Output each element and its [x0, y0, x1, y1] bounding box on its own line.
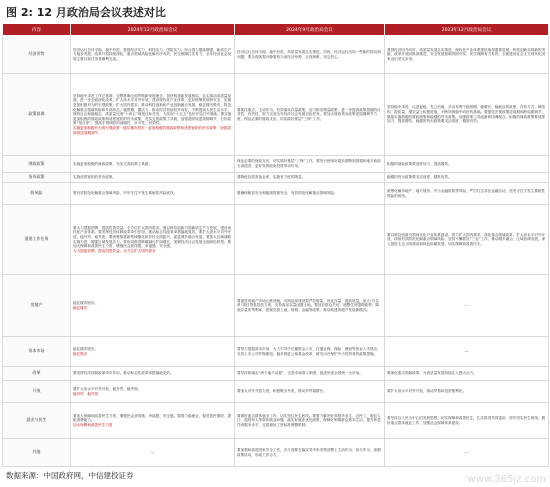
table-row [3, 337, 549, 367]
cell-text: 要降低存款准备金率，实施有力度的降息。 [237, 175, 306, 180]
cell-2023-dec [385, 403, 549, 439]
highlight-text: 稳外贸、稳外资 [73, 391, 99, 396]
cell-2023-dec [385, 74, 549, 156]
table-row [3, 439, 549, 467]
cell-text: — [150, 450, 155, 455]
cell-2024-sep [235, 337, 385, 367]
cell-2024-sep [235, 74, 385, 156]
header-content: 内容 [3, 24, 71, 36]
table-header-row [3, 24, 549, 36]
cell-text: 要抓住重点、主动作为，有效落实存量政策，加力推出增量政策，进一步提高政策措施的针对性、有效性，努力完成全年经济社会发展目标任务。要加大财政货币政策逆周期调节力度，保证必要的财政支出，切实做好基层“三保”工作。 [237, 107, 381, 121]
highlight-text: 稳住楼市 [73, 305, 88, 310]
figure-title: 图 2: 12 月政治局会议表述对比 [6, 6, 166, 19]
row-category: 经济形势 [3, 36, 71, 74]
row-category: 资本市场 [3, 337, 71, 367]
highlight-text: 加大保障和改善民生力度 [73, 422, 113, 427]
cell-2024-sep [235, 205, 385, 275]
cell-2023-dec [385, 173, 549, 183]
cell-text: — [464, 349, 469, 354]
table-row [3, 74, 549, 156]
cell-2023-dec [385, 439, 549, 467]
cell-text: 我国经济回升向好，高质量发展扎实推进，现代化产业体系建设取得重要进展，科技创新实现新的突破，改革开放向纵深推进，安全发展基础巩固夯实，民生保障有力有效，全面建设社会主义现代化国家迈出坚实步伐。 [387, 47, 546, 61]
row-category: 防风险 [3, 183, 71, 205]
table-row [3, 381, 549, 403]
cell-2023-dec [385, 36, 549, 74]
table-row [3, 275, 549, 337]
cell-2023-dec [385, 337, 549, 367]
cell-text: 要确保粮食安全和能源资源安全，有效防范化解重点领域风险。 [237, 191, 338, 196]
cell-text: 经济运行总体平稳、稳中有进，高质量发展扎实推进。同时，经济运行出现一些新的情况和问题，要全面客观冷静看待当前经济形势，正视困难、坚定信心。 [237, 49, 381, 59]
row-category: 其他 [3, 439, 71, 467]
cell-text: 要发挥经济体制改革牵引作用，推动标志性改革举措落地见效。 [73, 371, 174, 376]
row-category: 财政政策 [3, 156, 71, 173]
table-row [3, 183, 549, 205]
cell-2024-sep [235, 36, 385, 74]
cell-text: 稳住楼市股市。 [73, 300, 99, 305]
cell-2023-dec [385, 156, 549, 173]
highlight-text: 实施更加积极有为的宏观政策 · 稳住楼市股市 · 更加积极的财政政策和适度宽松的货币政策 · 加强超常规逆周期调节 [73, 125, 231, 135]
cell-2024-dec [71, 36, 235, 74]
cell-text: 要深化重点领域改革，为高质量发展持续注入强大动力。 [387, 371, 477, 376]
cell-2024-sep [235, 381, 385, 403]
cell-text: 要大力提振消费、提高投资效益，全方位扩大国内需求。要以科技创新引领新质生产力发展，建设现代化产业体系。要发挥经济体制改革牵引作用，推动标志性改革举措落地见效。要扩大高水平对外开放，稳外贸、稳外资。要统筹推进新型城镇化和乡村全面振兴，促进城乡融合发展。要加大区域战略实施力度，增强区域发展活力。要协同推进降碳减污扩绿增长，加紧经济社会发展全面绿色转型。要加大保障和改善民生力度，增强民众获得感、幸福感、安全感。 [73, 225, 232, 249]
cell-text: 要坚持和落实“两个毫不动摇”，完善市场准入制度，促进形成全国统一大市场。 [237, 371, 363, 376]
highlight-text: 大力提振消费、提高投资效益，全方位扩大国内需求 [73, 248, 156, 253]
cell-2024-dec [71, 381, 235, 403]
cell-2024-dec [71, 74, 235, 156]
cell-text: 要坚持以人民为中心的发展思想，切实保障和改善民生，扎实推进共同富裕，兜牢兜实民生底线，做好重点群体就业工作，加强社会保障体系建设。 [387, 415, 546, 425]
row-category: 改革 [3, 367, 71, 381]
cell-2024-dec [71, 173, 235, 183]
table-row [3, 156, 549, 173]
cell-text: 稳健的货币政策要灵活适度、精准有效。 [387, 175, 452, 180]
cell-text: 实施更加积极的财政政策，充实完善政策工具箱。 [73, 161, 153, 166]
watermark: www.365jz.com [467, 474, 546, 485]
cell-2024-sep [235, 173, 385, 183]
cell-2024-sep [235, 275, 385, 337]
row-category: 政策基调 [3, 74, 71, 156]
cell-2024-sep [235, 403, 385, 439]
cell-text: 要加大保障和改善民生力度，增强民众获得感、幸福感、安全感。要着力稳就业，促进居民增收，提振消费能力。 [73, 413, 232, 423]
cell-2024-dec [71, 403, 235, 439]
cell-text: — [464, 450, 469, 455]
cell-2023-dec [385, 275, 549, 337]
cell-2023-dec [385, 381, 549, 403]
cell-2023-dec [385, 205, 549, 275]
cell-text: 要做好重点群体就业工作，切实兜住民生底线。要着力解决好高校毕业生、农民工、脱贫人口、退役军人等群体就业问题，落实好就业优先政策，保障好困难群众基本生活，提升养老托育服务水平，完善最低工资标准调整机制。 [237, 413, 381, 427]
cell-text: 要加大对外开放力度，积极吸引外资，推动外贸稳增长。 [237, 389, 327, 394]
cell-text: 保证必要的财政支出，切实做好基层“三保”工作。要发行使用好超长期特别国债和地方政府专项债券，更好发挥政府投资带动作用。 [237, 159, 381, 168]
cell-text: 要努力提振资本市场，大力引导中长期资金入市，打通社保、保险、理财等资金入市堵点，支持上市公司并购重组，稳步推进公募基金改革，研究出台保护中小投资者的政策措施。 [237, 346, 381, 356]
cell-2024-dec [71, 367, 235, 381]
header-2024-sep: 2024年9月政治局会议 [235, 24, 385, 36]
cell-text: 实施适度宽松的货币政策。 [73, 175, 117, 180]
row-category: 货币政策 [3, 173, 71, 183]
cell-2024-sep [235, 156, 385, 173]
cell-2024-dec [71, 156, 235, 173]
cell-2024-dec [71, 439, 235, 467]
cell-text: 坚持稳中求进、以进促稳、先立后破，多出有利于稳预期、稳增长、稳就业的政策，在转方式、调结构、提质量、增效益上积极进取，不断巩固稳中向好的基础。要强化宏观政策逆周期和跨周期调节，继续实施积极的财政政策和稳健的货币政策，加强政策工具创新和协调配合。积极的财政政策要适度加力、提质增效，稳健的货币政策要灵活适度、精准有效。 [387, 105, 546, 124]
cell-text: 要促进房地产市场止跌回稳，对商品房建设要严控增量、优化存量、提高质量，加大“白名单”项目贷款投放力度，支持盘活存量闲置土地。要回应群众关切，调整住房限购政策，降低存量房贷利率，抓紧完善土地、财税、金融等政策，推动构建房地产发展新模式。 [237, 298, 380, 312]
cell-2023-dec [385, 183, 549, 205]
cell-text: 坚持稳中求进工作总基调，完整准确全面贯彻新发展理念，加快构建新发展格局，扎实推动高质量发展，进一步全面深化改革，扩大高水平对外开放，建设现代化产业体系，更好统筹发展和安全，实施更加积极有为的宏观政策，扩大国内需求，推动科技创新和产业创新融合发展，稳住楼市股市，防范化解重点领域风险和外部冲击，稳预期、激活力，推动经济持续回升向好，不断提高人民生活水平，保持社会和谐稳定，高质量完成“十四五”规划目标任务，为实现“十五五”良好开局打牢基础。要实施更加积极的财政政策和适度宽松的货币政策，充实完善政策工具箱，加强超常规逆周期调节，打好政策“组合拳”，提高宏观调控的前瞻性、针对性、有效性。 [73, 93, 232, 126]
table-row [3, 367, 549, 381]
table-row [3, 205, 549, 275]
row-category: 重要工作任务 [3, 205, 71, 275]
table-row [3, 36, 549, 74]
cell-2024-sep [235, 183, 385, 205]
cell-2024-dec [71, 337, 235, 367]
cell-2024-dec [71, 205, 235, 275]
highlight-text: 稳住股市 [73, 351, 88, 356]
cell-text: 稳住楼市股市。 [73, 346, 99, 351]
cell-text: 要以科技创新引领现代化产业体系建设，着力扩大国内需求，深化重点领域改革，扩大高水平对外开放，持续有效防范化解重点领域风险，坚持不懈抓好“三农”工作，推动城乡融合、区域协调发展，深入推进生态文明建设和绿色低碳发展，切实保障和改善民生。 [387, 232, 546, 246]
comparison-table [2, 23, 549, 467]
cell-2023-dec [385, 367, 549, 381]
row-category: 开放 [3, 381, 71, 403]
cell-text: 要扩大高水平对外开放，稳外贸、稳外资。 [73, 386, 142, 391]
cell-text: 要有效防范化解重点领域风险，牢牢守住不发生系统性风险底线。 [73, 191, 178, 196]
cell-text: 要加强和改进国家安全工作，各方面要在落实党中央决策部署上主动作为、担当作为，加强政策协同，形成工作合力。 [237, 447, 381, 457]
table-row [3, 173, 549, 183]
header-2023-dec: 2023年12月政治局会议 [385, 24, 549, 36]
cell-text: — [464, 303, 469, 308]
cell-2024-dec [71, 275, 235, 337]
cell-text: 积极的财政政策要适度加力、提质增效。 [387, 161, 452, 166]
row-category: 就业与民生 [3, 403, 71, 439]
cell-text: 要扩大高水平对外开放，推动贸易和投资便利化。 [387, 389, 467, 394]
cell-2024-sep [235, 439, 385, 467]
row-category: 房地产 [3, 275, 71, 337]
header-2024-dec: 2024年12月政治局会议 [71, 24, 235, 36]
cell-text: 经济运行总体平稳、稳中有进，我国经济实力、科技实力、国防实力、综合国力继续增强，新质生产力稳步发展，改革开放持续深化，重点领域风险化解有序有效，民生保障扎实有力，全年经济社会发展主要目标任务将顺利完成。 [73, 47, 232, 61]
cell-2024-sep [235, 367, 385, 381]
data-source: 数据来源：中国政府网，中信建投证券 [6, 471, 134, 480]
cell-text: 统筹化解房地产、地方债务、中小金融机构等风险，严厉打击非法金融活动，坚决守住不发生系统性风险的底线。 [387, 188, 546, 198]
cell-2024-dec [71, 183, 235, 205]
table-row [3, 403, 549, 439]
